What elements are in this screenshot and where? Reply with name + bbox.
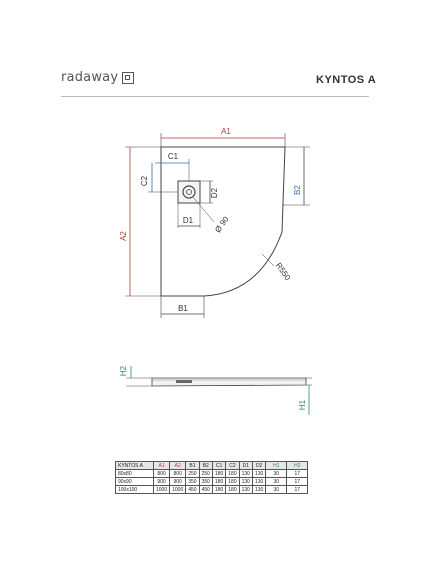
table-header-cell: D2 <box>252 462 265 470</box>
table-cell: 130 <box>239 486 252 494</box>
radius-label: R550 <box>273 261 293 282</box>
table-cell: 80x80 <box>116 470 154 478</box>
table-cell: 130 <box>239 470 252 478</box>
radius-leader <box>262 254 274 266</box>
c2-label: C2 <box>140 175 149 187</box>
table-cell: 130 <box>252 470 265 478</box>
table-cell: 100x100 <box>116 486 154 494</box>
table-cell: 450 <box>199 486 212 494</box>
table-cell: 450 <box>186 486 199 494</box>
table-cell: 130 <box>239 478 252 486</box>
table-cell: 30 <box>266 478 287 486</box>
table-cell: 900 <box>154 478 170 486</box>
a2-label: A2 <box>119 231 128 241</box>
table-header-cell: B1 <box>186 462 199 470</box>
table-cell: 1000 <box>154 486 170 494</box>
a1-label: A1 <box>221 127 231 136</box>
table-cell: 800 <box>154 470 170 478</box>
table-cell: 17 <box>287 470 308 478</box>
c1-label: C1 <box>167 152 179 161</box>
table-cell: 180 <box>226 470 239 478</box>
table-cell: 1000 <box>170 486 186 494</box>
table-header-cell: H1 <box>266 462 287 470</box>
table-cell: 250 <box>186 470 199 478</box>
table-header-cell: B2 <box>199 462 212 470</box>
table-cell: 800 <box>170 470 186 478</box>
table-row <box>116 470 308 478</box>
table-cell: 30 <box>266 486 287 494</box>
b2-label: B2 <box>293 185 302 195</box>
diameter-leader <box>193 197 214 222</box>
table-cell: 350 <box>186 478 199 486</box>
table-cell: 17 <box>287 478 308 486</box>
h2-label: H2 <box>119 365 128 377</box>
table-header-cell: C2 <box>226 462 239 470</box>
table-cell: 180 <box>212 470 225 478</box>
dimensions-table <box>115 461 308 494</box>
table-header-row <box>116 462 308 470</box>
table-cell: 180 <box>226 478 239 486</box>
drain-diameter-label: Ø 90 <box>213 214 231 235</box>
table-header-cell: KYNTOS A <box>116 462 154 470</box>
table-cell: 900 <box>170 478 186 486</box>
table-cell: 130 <box>252 478 265 486</box>
side-profile <box>152 378 306 386</box>
table-row <box>116 478 308 486</box>
table-cell: 180 <box>212 486 225 494</box>
table-cell: 130 <box>252 486 265 494</box>
table-cell: 90x90 <box>116 478 154 486</box>
table-cell: 180 <box>226 486 239 494</box>
table-cell: 30 <box>266 470 287 478</box>
table-cell: 350 <box>199 478 212 486</box>
table-cell: 180 <box>212 478 225 486</box>
model-title: KYNTOS A <box>316 74 377 86</box>
d2-label: D2 <box>210 187 219 199</box>
table-header-cell: H2 <box>287 462 308 470</box>
d1-label: D1 <box>182 216 194 225</box>
h1-label: H1 <box>298 399 307 411</box>
brand-name: radaway <box>61 70 119 85</box>
side-drain <box>176 380 192 383</box>
table-header-cell: D1 <box>239 462 252 470</box>
table-cell: 17 <box>287 486 308 494</box>
table-header-cell: A1 <box>154 462 170 470</box>
table-cell: 250 <box>199 470 212 478</box>
table-header-cell: A2 <box>170 462 186 470</box>
table-header-cell: C1 <box>212 462 225 470</box>
b1-label: B1 <box>178 304 188 313</box>
drain-grate <box>178 181 200 203</box>
table-row <box>116 486 308 494</box>
